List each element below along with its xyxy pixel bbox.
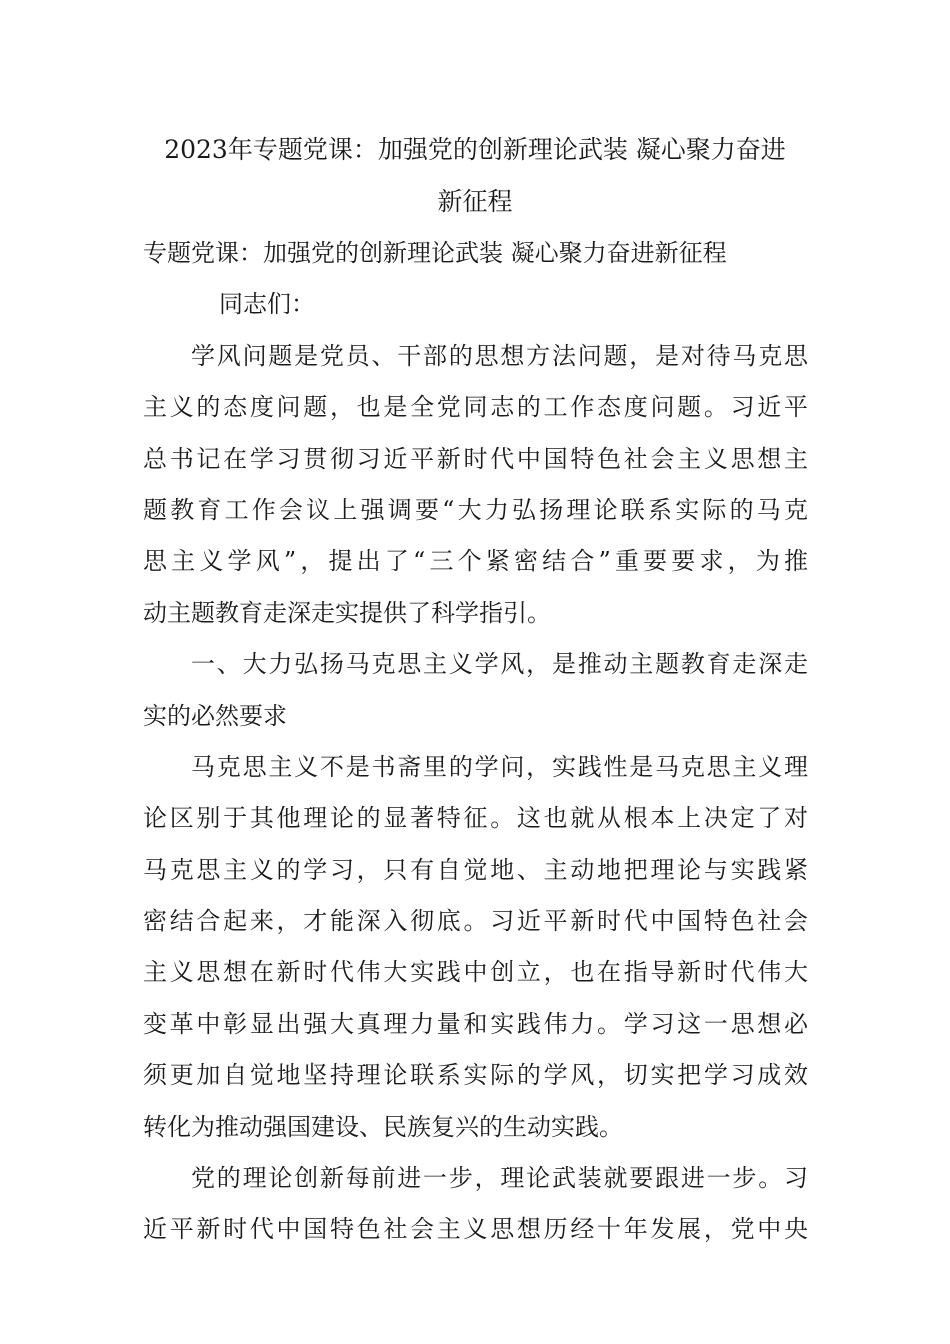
paragraph-line: 动主题教育走深走实提供了科学指引。 [143,598,551,627]
title-line-1: 2023年专题党课：加强党的创新理论武装 凝心聚力奋进 [164,135,786,164]
paragraph-line: 马克思主义不是书斋里的学问，实践性是马克思主义理 [191,752,808,781]
paragraph-line: 近平新时代中国特色社会主义思想历经十年发展，党中央 [143,1215,808,1244]
paragraph-line: 主义思想在新时代伟大实践中创立，也在指导新时代伟大 [143,958,808,987]
paragraph-line: 思主义学风”，提出了“三个紧密结合”重要要求，为推 [143,547,808,576]
document-title [130,124,820,228]
title-line-2: 新征程 [437,187,513,216]
paragraph-line: 学风问题是党员、干部的思想方法问题，是对待马克思 [191,341,808,370]
section-heading-line: 一、大力弘扬马克思主义学风，是推动主题教育走深走 [191,650,808,679]
paragraph-line: 党的理论创新每前进一步，理论武装就要跟进一步。习 [191,1164,808,1193]
paragraph-line: 论区别于其他理论的显著特征。这也就从根本上决定了对 [143,804,808,833]
paragraph-line: 总书记在学习贯彻习近平新时代中国特色社会主义思想主 [143,444,808,473]
document-body [143,228,808,1256]
salutation: 同志们： [219,290,315,319]
paragraph-line: 须更加自觉地坚持理论联系实际的学风，切实把学习成效 [143,1061,808,1090]
section-heading-line: 实的必然要求 [143,701,287,730]
paragraph-line: 密结合起来，才能深入彻底。习近平新时代中国特色社会 [143,907,808,936]
paragraph-line: 题教育工作会议上强调要“大力弘扬理论联系实际的马克 [143,495,808,524]
paragraph-line: 变革中彰显出强大真理力量和实践伟力。学习这一思想必 [143,1009,808,1038]
paragraph-line: 主义的态度问题，也是全党同志的工作态度问题。习近平 [143,393,808,422]
subtitle: 专题党课：加强党的创新理论武装 凝心聚力奋进新征程 [143,239,727,267]
paragraph-line: 马克思主义的学习，只有自觉地、主动地把理论与实践紧 [143,855,808,884]
paragraph-line: 转化为推动强国建设、民族复兴的生动实践。 [143,1112,623,1141]
